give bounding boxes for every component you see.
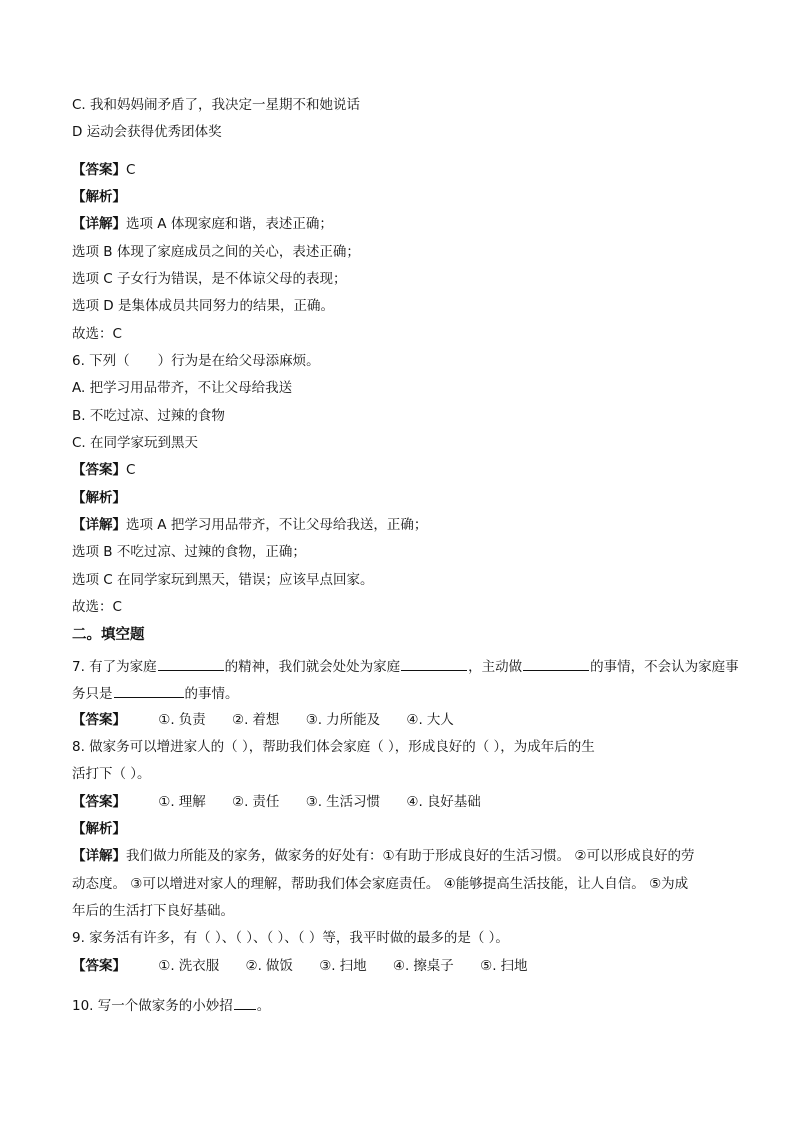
answer-text: 大人 [426,712,454,728]
answer-text: 负责 [178,712,206,728]
detail-label: 【详解】 [72,517,126,533]
detail-text: 我们做力所能及的家务，做家务的好处有：①有助于形成良好的生活习惯。 ②可以形成良好的劳 [126,848,695,864]
q7-text-5: 务只是 [72,686,113,702]
answer-item [158,958,219,974]
q5-detail-4: 选项 D 是集体成员共同努力的结果，正确。 [72,298,334,314]
answer-label: 【答案】 [72,462,126,478]
answer-number: ④. [406,794,423,810]
q6-conclusion: 故选：C [72,599,122,615]
fill-blank [401,656,467,671]
answer-text: 做饭 [265,958,293,974]
q9-stem: 9. 家务活有许多，有（ ）、（ ）、（ ）、（ ）等，我平时做的最多的是（ ）。 [72,930,509,946]
q8-detail-3: 年后的生活打下良好基础。 [72,903,234,919]
q7-stem-line-2 [72,683,732,704]
answer-text: 良好基础 [426,794,481,810]
q5-option-d: D 运动会获得优秀团体奖 [72,124,222,140]
detail-label: 【详解】 [72,848,126,864]
answer-number: ③. [305,712,323,728]
answer-item [158,794,205,810]
answer-text: 生活习惯 [326,794,381,810]
answer-number: ③. [319,958,336,974]
answer-label: 【答案】 [72,712,126,728]
detail-label: 【详解】 [72,216,126,232]
answer-text: 洗衣服 [178,958,220,974]
fill-blank [114,683,184,698]
q7-answer [72,710,732,730]
q8-detail-1 [72,846,732,866]
answer-value: C [126,162,136,178]
q6-option-a: A. 把学习用品带齐，不让父母给我送 [72,380,293,396]
q5-answer [72,160,732,180]
q7-text-6: 的事情。 [184,686,239,702]
answer-item [480,958,527,974]
q6-detail-2: 选项 B 不吃过凉、过辣的食物，正确； [72,544,306,560]
answer-number: ①. [158,958,175,974]
answer-number: ②. [232,712,249,728]
q6-analysis-label: 【解析】 [72,490,126,506]
answer-text: 责任 [252,794,280,810]
q6-option-b: B. 不吃过凉、过辣的食物 [72,408,225,424]
fill-blank [523,656,589,671]
answer-item [306,712,380,728]
q6-detail-1 [72,515,732,535]
fill-blank [234,995,256,1010]
q7-stem-line-1 [72,656,739,677]
q5-option-c: C. 我和妈妈闹矛盾了，我决定一星期不和她说话 [72,97,361,113]
answer-label: 【答案】 [72,162,126,178]
q7-text-3: ，主动做 [468,659,523,675]
q6-option-c: C. 在同学家玩到黑天 [72,435,199,451]
q8-analysis-label: 【解析】 [72,821,126,837]
answer-number: ①. [158,712,175,728]
answer-number: ⑤. [480,958,497,974]
q5-analysis-label: 【解析】 [72,189,126,205]
answer-number: ③. [305,794,323,810]
answer-label: 【答案】 [72,958,126,974]
answer-text: 扫地 [339,958,367,974]
detail-text: 选项 A 把学习用品带齐，不让父母给我送，正确； [126,517,428,533]
answer-number: ④. [406,712,423,728]
answer-item [246,958,293,974]
q5-detail-2: 选项 B 体现了家庭成员之间的关心，表述正确； [72,244,360,260]
answer-item [232,712,279,728]
q5-conclusion: 故选：C [72,326,122,342]
q8-answer [72,792,732,812]
q8-detail-2: 动态度。 ③可以增进对家人的理解，帮助我们体会家庭责任。 ④能够提高生活技能，让人自信。 ⑤为成 [72,876,689,892]
answer-number: ①. [158,794,175,810]
fill-blank [158,656,224,671]
q6-stem [72,351,732,371]
q7-text-2: 的精神，我们就会处处为家庭 [224,659,401,675]
q10-stem [72,995,732,1016]
answer-item [306,794,380,810]
q6-answer [72,460,732,480]
answer-value: C [126,462,136,478]
answer-number: ②. [232,794,249,810]
q6-detail-3: 选项 C 在同学家玩到黑天，错误；应该早点回家。 [72,572,374,588]
answer-text: 着想 [252,712,280,728]
answer-text: 力所能及 [326,712,381,728]
q6-stem-part-b: ）行为是在给父母添麻烦。 [157,353,320,369]
section-title: 二。填空题 [72,627,145,643]
answer-text: 擦桌子 [413,958,454,974]
q6-stem-part-a: 6. 下列（ [72,353,130,369]
answer-item [393,958,454,974]
answer-text: 扫地 [500,958,528,974]
q5-detail-1 [72,214,732,234]
q8-stem-line-1: 8. 做家务可以增进家人的（ ），帮助我们体会家庭（ ），形成良好的（ ），为成年后的生 [72,739,595,755]
answer-item [406,712,453,728]
detail-text: 选项 A 体现家庭和谐，表述正确； [126,216,333,232]
q9-answer [72,956,732,976]
q7-text-1: 7. 有了为家庭 [72,659,157,675]
answer-text: 理解 [178,794,206,810]
q10-text-2: 。 [256,998,271,1014]
q7-text-4: 的事情，不会认为家庭事 [590,659,739,675]
answer-label: 【答案】 [72,794,126,810]
q10-text-1: 10. 写一个做家务的小妙招 [72,998,233,1014]
answer-item [406,794,480,810]
answer-number: ②. [245,958,262,974]
answer-item [232,794,279,810]
answer-item [319,958,366,974]
answer-item [158,712,205,728]
answer-number: ④. [392,958,410,974]
q5-detail-3: 选项 C 子女行为错误，是不体谅父母的表现； [72,271,347,287]
q8-stem-line-2: 活打下（ ）。 [72,766,151,782]
